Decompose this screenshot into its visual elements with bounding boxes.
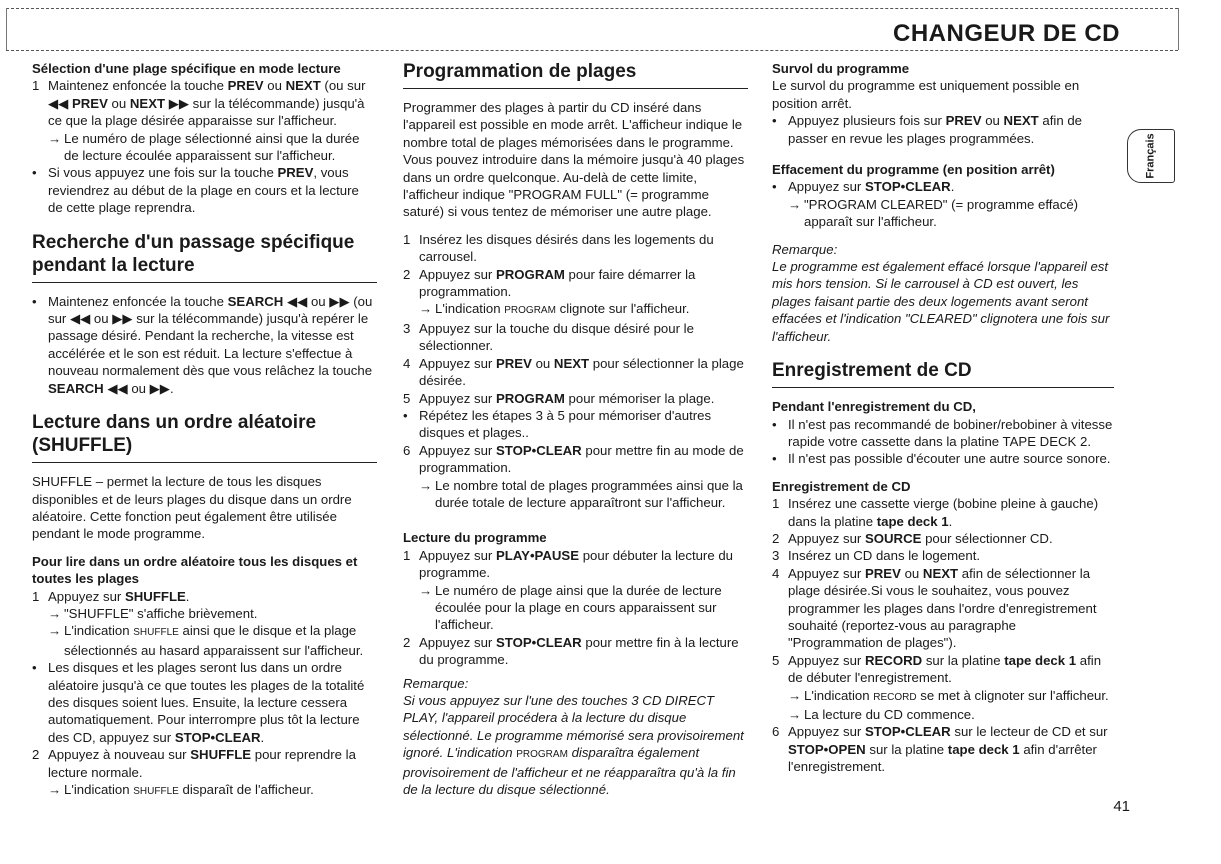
bullet-item: • Appuyez plusieurs fois sur PREV ou NEXT afin de passer en revue les plages programmées. bbox=[772, 113, 1082, 146]
column-1 bbox=[32, 60, 377, 800]
language-tab-label: Français bbox=[1144, 133, 1157, 179]
result-item: → "PROGRAM CLEARED" (= programme effacé) apparaît sur l'afficheur. bbox=[788, 196, 1079, 230]
column-3 bbox=[772, 60, 1114, 776]
bullet-item: • Il n'est pas possible d'écouter une autre source sonore. bbox=[772, 451, 1111, 467]
step-item: 3 Appuyez sur la touche du disque désiré pour le sélectionner. bbox=[403, 320, 694, 354]
section-title: Lecture dans un ordre aléatoire (SHUFFLE) bbox=[32, 412, 317, 457]
result-item: → Le numéro de plage ainsi que la durée de lecture écoulée pour la plage en cours apparaissent sur l'afficheur. bbox=[419, 582, 722, 633]
step-item: 3 Insérez un CD dans le logement. bbox=[772, 548, 981, 564]
step-item: 1 Appuyez sur PLAY•PAUSE pour débuter la lecture du programme. bbox=[403, 547, 733, 581]
step-item: 1 Appuyez sur SHUFFLE. bbox=[32, 588, 190, 604]
result-item: → L'indication PROGRAM clignote sur l'afficheur. bbox=[419, 301, 690, 317]
note-title: Remarque: bbox=[772, 241, 838, 257]
step-item: 2 Appuyez sur STOP•CLEAR pour mettre fin à la lecture du programme. bbox=[403, 634, 739, 668]
section-subtitle: Lecture du programme bbox=[403, 530, 547, 546]
step-item: 5 Appuyez sur RECORD sur la platine tape deck 1 afin de débuter l'enregistrement. bbox=[772, 652, 1102, 686]
step-item: 5 Appuyez sur PROGRAM pour mémoriser la plage. bbox=[403, 390, 715, 406]
section-subtitle: Pendant l'enregistrement du CD, bbox=[772, 399, 976, 415]
page-number: 41 bbox=[1113, 798, 1130, 815]
step-item: 1 Maintenez enfoncée la touche PREV ou NEXT (ou sur ◀◀ PREV ou NEXT ▶▶ sur la télécommande) jusqu'à ce que la plage désirée apparaisse sur l'afficheur. bbox=[32, 78, 366, 129]
step-item: 1 Insérez les disques désirés dans les logements du carrousel. bbox=[403, 231, 714, 265]
paragraph: Programmer des plages à partir du CD inséré dans l'appareil est possible en mode arrêt. L'afficheur indique le nombre total de plages mémorisées dans le programme. Vous pouvez introduire dans la mémoire jusqu'à 40 plages dans un ordre quelconque. Au-delà de cette limite, l'afficheur indique "PROGRAM FULL" (= programme saturé) si vous tentez de mémoriser une autre plage. bbox=[403, 100, 745, 220]
result-item: → "SHUFFLE" s'affiche brièvement. bbox=[48, 605, 258, 621]
step-item: 2 Appuyez sur SOURCE pour sélectionner CD. bbox=[772, 530, 1053, 546]
page-title: CHANGEUR DE CD bbox=[892, 20, 1120, 47]
result-item: → L'indication SHUFFLE ainsi que le disque et la plage sélectionnés au hasard apparaissent sur l'afficheur. bbox=[48, 623, 364, 658]
step-item: 2 Appuyez sur PROGRAM pour faire démarrer la programmation. bbox=[403, 266, 696, 300]
result-item: → Le nombre total de plages programmées ainsi que la durée totale de lecture apparaîtront sur l'afficheur. bbox=[419, 477, 743, 510]
step-item: 6 Appuyez sur STOP•CLEAR pour mettre fin au mode de programmation. bbox=[403, 442, 744, 476]
section-subtitle: Sélection d'une plage spécifique en mode lecture bbox=[32, 61, 341, 76]
section-header bbox=[403, 60, 748, 89]
header-frame-right bbox=[1178, 8, 1179, 50]
note-text: Le programme est également effacé lorsque l'appareil est mis hors tension. Si le carrousel à CD est ouvert, les plages faisant partie des deux logements avant seront effacées et l'indication "CLEARED" clignotera une fois sur l'afficheur. bbox=[772, 259, 1110, 344]
note-text: Si vous appuyez sur l'une des touches 3 CD DIRECT PLAY, l'appareil procédera à la lecture du disque sélectionné. Le programme mémorisé sera provisoirement ignoré. L'indication PROGRAM disparaîtra également provisoirement de l'afficheur et ne réapparaîtra qu'à la fin de la lecture du disque sélectionné. bbox=[403, 693, 744, 798]
bullet-item: • Si vous appuyez une fois sur la touche PREV, vous reviendrez au début de la plage en cours et la lecture de cette plage reprendra. bbox=[32, 165, 359, 216]
result-item: → Le numéro de plage sélectionné ainsi que la durée de lecture écoulée apparaissent sur l'afficheur. bbox=[48, 130, 360, 164]
header-frame-bottom bbox=[6, 50, 1178, 51]
column-2 bbox=[403, 60, 748, 798]
bullet-item: • Il n'est pas recommandé de bobiner/rebobiner à vitesse rapide votre cassette dans la platine TAPE DECK 2. bbox=[772, 416, 1113, 449]
bullet-item: • Maintenez enfoncée la touche SEARCH ◀◀ ou ▶▶ (ou sur ◀◀ ou ▶▶ sur la télécommande) jusqu'à repérer le passage désiré. Pendant la recherche, la vitesse est accélérée et le son est réduit. La lecture s'effectue à nouveau normalement dès que vous relâchez la touche SEARCH ◀◀ ou ▶▶. bbox=[32, 293, 373, 396]
section-subtitle: Pour lire dans un ordre aléatoire tous les disques et toutes les plages bbox=[32, 553, 358, 587]
section-subtitle: Enregistrement de CD bbox=[772, 478, 911, 494]
section-title: Programmation de plages bbox=[403, 61, 637, 82]
section-title: Enregistrement de CD bbox=[772, 360, 972, 382]
header-frame-top bbox=[6, 8, 1178, 9]
step-item: 1 Insérez une cassette vierge (bobine pleine à gauche) dans la platine tape deck 1. bbox=[772, 496, 1099, 529]
language-tab bbox=[1127, 129, 1175, 183]
section-subtitle: Effacement du programme (en position arrêt) bbox=[772, 162, 1055, 178]
result-item: → La lecture du CD commence. bbox=[788, 707, 975, 722]
header-frame-left bbox=[6, 8, 7, 50]
section-title: Recherche d'un passage spécifique pendant la lecture bbox=[32, 231, 355, 276]
section-header bbox=[32, 231, 377, 283]
result-item: → L'indication RECORD se met à clignoter sur l'afficheur. bbox=[788, 687, 1109, 703]
paragraph: Le survol du programme est uniquement possible en position arrêt. bbox=[772, 78, 1080, 111]
section-header bbox=[772, 359, 1114, 388]
bullet-item: • Appuyez sur STOP•CLEAR. bbox=[772, 179, 955, 195]
step-item: 6 Appuyez sur STOP•CLEAR sur le lecteur de CD et sur STOP•OPEN sur la platine tape deck 1 afin d'arrêter l'enregistrement. bbox=[772, 724, 1108, 775]
section-header bbox=[32, 411, 377, 463]
result-item: → L'indication SHUFFLE disparaît de l'afficheur. bbox=[48, 782, 314, 797]
section-subtitle: Survol du programme bbox=[772, 61, 910, 76]
step-item: 2 Appuyez à nouveau sur SHUFFLE pour reprendre la lecture normale. bbox=[32, 747, 356, 780]
bullet-item: • Répétez les étapes 3 à 5 pour mémoriser d'autres disques et plages.. bbox=[403, 407, 712, 441]
step-item: 4 Appuyez sur PREV ou NEXT pour sélectionner la plage désirée. bbox=[403, 355, 744, 389]
bullet-item: • Les disques et les plages seront lus dans un ordre aléatoire jusqu'à ce que toutes les plages de la totalité des disques soient lues. Ensuite, la lecture cessera automatiquement. Pour interrompre plus tôt la lecture des CD, appuyez sur STOP•CLEAR. bbox=[32, 660, 365, 745]
step-item: 4 Appuyez sur PREV ou NEXT afin de sélectionner la plage désirée.Si vous le souhaitez, vous pouvez programmer les plages dans l'ordre d'enregistrement souhaité (reportez-vous au paragraphe "Programmation de plages"). bbox=[772, 565, 1097, 651]
note-title: Remarque: bbox=[403, 675, 469, 691]
paragraph: SHUFFLE – permet la lecture de tous les disques disponibles et de leurs plages du disque dans un ordre aléatoire. Cette fonction peut également être utilisée pendant le mode programme. bbox=[32, 474, 352, 542]
